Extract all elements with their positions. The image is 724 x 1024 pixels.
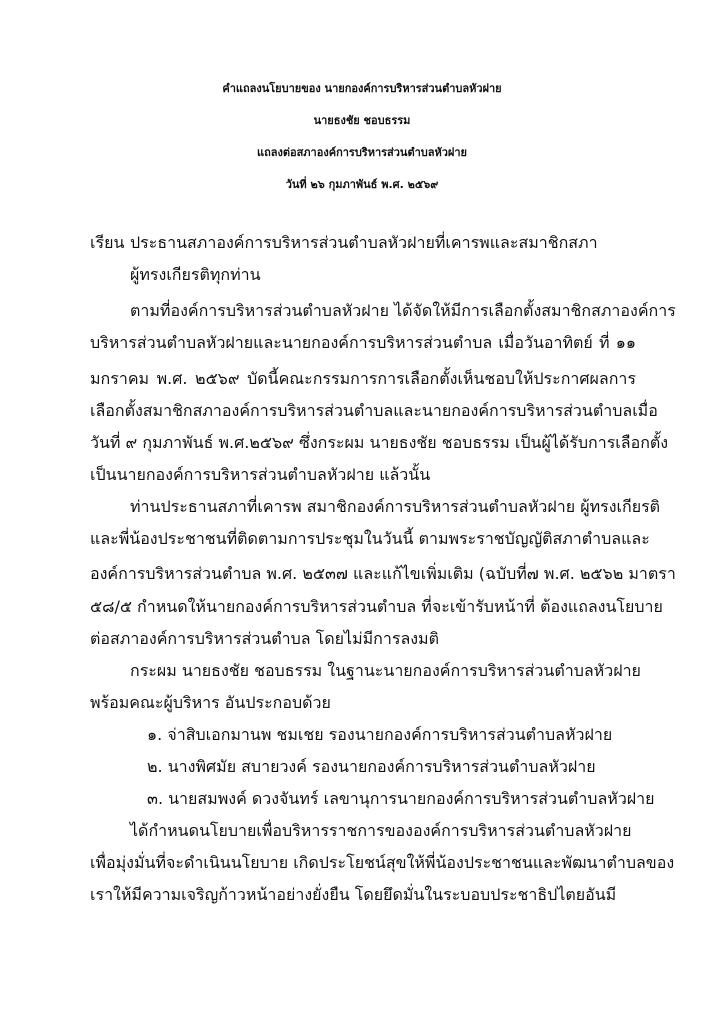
title-line-2: นายธงชัย ชอบธรรม [313, 114, 411, 127]
paragraph-line: บริหารส่วนตำบลหัวฝายและนายกองค์การบริหารส่วนตำบล เมื่อวันอาทิตย์ ที่ ๑๑ [90, 333, 636, 352]
paragraph-line: องค์การบริหารส่วนตำบล พ.ศ. ๒๕๓๗ และแก้ไขเพิ่มเติม (ฉบับที่๗ พ.ศ. ๒๕๖๒ มาตรา [90, 564, 676, 583]
paragraph-line: มกราคม พ.ศ. ๒๕๖๙ บัดนี้คณะกรรมการการเลือกตั้งเห็นชอบให้ประกาศผลการ [90, 369, 636, 388]
paragraph-line: เพื่อมุ่งมั่นที่จะดำเนินนโยบาย เกิดประโยชน์สุขให้พี่น้องประชาชนและพัฒนาตำบลของ [90, 853, 675, 872]
salutation-recipient-continued: ผู้ทรงเกียรติทุกท่าน [130, 265, 261, 284]
salutation-label: เรียน [90, 233, 125, 252]
title-line-1: คำแถลงนโยบายของ นายกองค์การบริหารส่วนตำบลหัวฝาย [222, 82, 502, 95]
paragraph-line: และพี่น้องประชาชนที่ติดตามการประชุมในวันนี้ ตามพระราชบัญญัติสภาตำบลและ [90, 529, 650, 548]
salutation-line [90, 232, 598, 254]
salutation-recipient: ประธานสภาองค์การบริหารส่วนตำบลหัวฝายที่เคารพและสมาชิกสภา [130, 233, 598, 252]
paragraph-line: เราให้มีความเจริญก้าวหน้าอย่างยั่งยืน โดยยึดมั่นในระบอบประชาธิปไตยอันมี [90, 885, 617, 904]
title-line-3: แถลงต่อสภาองค์การบริหารส่วนตำบลหัวฝาย [256, 146, 467, 159]
paragraph-line: ได้กำหนดนโยบายเพื่อบริหารราชการขององค์การบริหารส่วนตำบลหัวฝาย [130, 821, 632, 840]
paragraph-line: กระผม นายธงชัย ชอบธรรม ในฐานะนายกองค์การบริหารส่วนตำบลหัวฝาย [130, 661, 641, 680]
paragraph-line: เป็นนายกองค์การบริหารส่วนตำบลหัวฝาย แล้วนั้น [90, 465, 431, 484]
member-list-item: ๒. นางพิศมัย สบายวงค์ รองนายกองค์การบริหารส่วนตำบลหัวฝาย [147, 757, 596, 776]
paragraph-line: ท่านประธานสภาที่เคารพ สมาชิกองค์การบริหารส่วนตำบลหัวฝาย ผู้ทรงเกียรติ [130, 497, 661, 516]
paragraph-line: ๕๘/๕ กำหนดให้นายกองค์การบริหารส่วนตำบล ที่จะเข้ารับหน้าที่ ต้องแถลงนโยบาย [90, 597, 663, 616]
member-list-item: ๓. นายสมพงค์ ดวงจันทร์ เลขานุการนายกองค์การบริหารส่วนตำบลหัวฝาย [147, 789, 655, 808]
paragraph-line: วันที่ ๙ กุมภาพันธ์ พ.ศ.๒๕๖๙ ซึ่งกระผม นายธงชัย ชอบธรรม เป็นผู้ได้รับการเลือกตั้ง [90, 433, 669, 452]
paragraph-line: เลือกตั้งสมาชิกสภาองค์การบริหารส่วนตำบลและนายกองค์การบริหารส่วนตำบลเมื่อ [90, 401, 658, 420]
document-title-block [0, 73, 724, 201]
paragraph-line: ตามที่องค์การบริหารส่วนตำบลหัวฝาย ได้จัดให้มีการเลือกตั้งสมาชิกสภาองค์การ [130, 301, 676, 320]
member-list-item: ๑. จ่าสิบเอกมานพ ชมเชย รองนายกองค์การบริหารส่วนตำบลหัวฝาย [147, 725, 613, 744]
paragraph-line: ต่อสภาองค์การบริหารส่วนตำบล โดยไม่มีการลงมติ [90, 629, 439, 648]
paragraph-line: พร้อมคณะผู้บริหาร อันประกอบด้วย [90, 693, 331, 712]
title-line-4: วันที่ ๒๖ กุมภาพันธ์ พ.ศ. ๒๕๖๙ [285, 178, 439, 191]
